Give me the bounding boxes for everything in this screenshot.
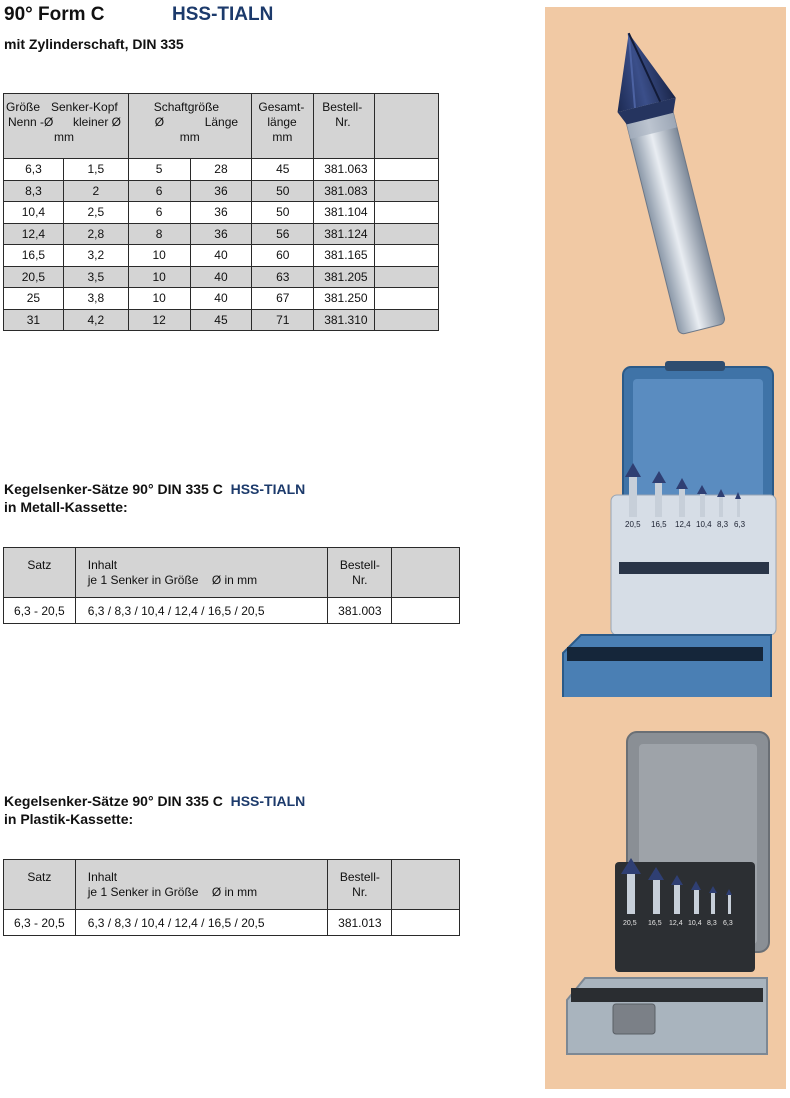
- cell-order: 381.063: [314, 159, 375, 181]
- cell-total: 45: [252, 159, 314, 181]
- metal-case-label-1: 16,5: [651, 520, 667, 529]
- header-total-unit: mm: [272, 130, 293, 144]
- cell-content: 6,3 / 8,3 / 10,4 / 12,4 / 16,5 / 20,5: [75, 598, 328, 624]
- header-total-l2: länge: [267, 115, 297, 129]
- cell-empty: [375, 159, 439, 181]
- cell-size: 20,5: [4, 266, 64, 288]
- header-content-l2: je 1 Senker in Größe Ø in mm: [87, 885, 258, 899]
- header-shaft: [128, 94, 252, 159]
- metal-set-title-line2: in Metall-Kassette:: [4, 499, 128, 515]
- metal-case-label-4: 8,3: [717, 520, 729, 529]
- cell-shaft-len: 28: [190, 159, 252, 181]
- cell-order: 381.250: [314, 288, 375, 310]
- cell-head: 4,2: [63, 309, 128, 331]
- cell-total: 60: [252, 245, 314, 267]
- cell-total: 50: [252, 202, 314, 224]
- cell-total: 56: [252, 223, 314, 245]
- cell-size: 10,4: [4, 202, 64, 224]
- cell-empty: [375, 266, 439, 288]
- metal-case-label-5: 6,3: [734, 520, 746, 529]
- cell-size: 25: [4, 288, 64, 310]
- cell-size: 8,3: [4, 180, 64, 202]
- cell-shaft-len: 40: [190, 288, 252, 310]
- metal-case-image: [545, 357, 786, 697]
- table-row: [4, 266, 439, 288]
- title-text: 90° Form C: [4, 4, 105, 25]
- cell-shaft-d: 12: [128, 309, 190, 331]
- header-order-l1: Bestell-: [339, 870, 380, 884]
- product-table: [3, 93, 439, 331]
- cell-head: 2: [63, 180, 128, 202]
- cell-order: 381.205: [314, 266, 375, 288]
- table-row: [4, 180, 439, 202]
- plastic-case-label-1: 16,5: [648, 920, 662, 927]
- cell-total: 50: [252, 180, 314, 202]
- header-order-l2: Nr.: [352, 573, 368, 587]
- header-total-length: [252, 94, 314, 159]
- cell-shaft-len: 36: [190, 223, 252, 245]
- table-row: [4, 202, 439, 224]
- cell-shaft-d: 8: [128, 223, 190, 245]
- cell-shaft-d: 10: [128, 245, 190, 267]
- cell-empty: [375, 202, 439, 224]
- header-size-unit: mm: [54, 130, 74, 144]
- plastic-set-title-line2: in Plastik-Kassette:: [4, 811, 134, 827]
- plastic-case-image: [545, 722, 786, 1062]
- header-shaft-label: Schaftgröße: [153, 100, 220, 114]
- cell-shaft-len: 36: [190, 180, 252, 202]
- cell-empty: [375, 180, 439, 202]
- cell-total: 71: [252, 309, 314, 331]
- cell-empty: [392, 910, 460, 936]
- header-content: [75, 548, 328, 598]
- header-shaft-d: Ø: [154, 115, 165, 129]
- plastic-case-label-0: 20,5: [623, 920, 637, 927]
- header-empty: [392, 548, 460, 598]
- header-total-l1: Gesamt-: [258, 100, 305, 114]
- product-photo-column: [545, 7, 786, 1089]
- header-empty: [392, 860, 460, 910]
- plastic-case-label-3: 10,4: [688, 920, 702, 927]
- header-order-no: [328, 860, 392, 910]
- cell-total: 63: [252, 266, 314, 288]
- plastic-set-table: [3, 859, 460, 936]
- cell-order: 381.104: [314, 202, 375, 224]
- table-header-row: [4, 548, 460, 598]
- cell-empty: [375, 309, 439, 331]
- cell-shaft-d: 10: [128, 266, 190, 288]
- cell-head: 3,2: [63, 245, 128, 267]
- table-row: [4, 159, 439, 181]
- cell-shaft-len: 45: [190, 309, 252, 331]
- metal-set-material: HSS-TIALN: [230, 481, 306, 497]
- cell-head: 3,5: [63, 266, 128, 288]
- cell-shaft-d: 6: [128, 180, 190, 202]
- metal-set-title-prefix: Kegelsenker-Sätze 90° DIN 335 C: [4, 481, 223, 497]
- metal-case-label-0: 20,5: [625, 520, 641, 529]
- cell-shaft-len: 40: [190, 266, 252, 288]
- cell-head: 2,8: [63, 223, 128, 245]
- table-row: [4, 910, 460, 936]
- header-order-l2: Nr.: [352, 885, 368, 899]
- header-set: Satz: [4, 548, 76, 598]
- material-label: HSS-TIALN: [172, 4, 274, 25]
- cell-order: 381.013: [328, 910, 392, 936]
- table-row: [4, 309, 439, 331]
- header-order-no: [328, 548, 392, 598]
- header-shaft-unit: mm: [179, 130, 200, 144]
- plastic-set-title: [4, 792, 305, 828]
- header-head-label: Senker-Kopf: [51, 100, 118, 114]
- cell-empty: [375, 288, 439, 310]
- table-row: [4, 245, 439, 267]
- cell-total: 67: [252, 288, 314, 310]
- plastic-case-label-2: 12,4: [669, 920, 683, 927]
- plastic-case-label-4: 8,3: [707, 920, 717, 927]
- metal-case-label-2: 12,4: [675, 520, 691, 529]
- header-empty: [375, 94, 439, 159]
- table-header-row: [4, 94, 439, 159]
- cell-shaft-d: 10: [128, 288, 190, 310]
- page-subtitle: mit Zylinderschaft, DIN 335: [4, 36, 184, 52]
- header-content: [75, 860, 328, 910]
- header-order-l1: Bestell-: [322, 100, 363, 114]
- cell-order: 381.165: [314, 245, 375, 267]
- header-shaft-len: Länge: [204, 115, 239, 129]
- cell-content: 6,3 / 8,3 / 10,4 / 12,4 / 16,5 / 20,5: [75, 910, 328, 936]
- cell-head: 2,5: [63, 202, 128, 224]
- cell-shaft-d: 6: [128, 202, 190, 224]
- metal-case-label-3: 10,4: [696, 520, 712, 529]
- cell-shaft-len: 36: [190, 202, 252, 224]
- table-row: [4, 598, 460, 624]
- header-set: Satz: [4, 860, 76, 910]
- cell-size: 6,3: [4, 159, 64, 181]
- header-size-head: [4, 94, 129, 159]
- cell-empty: [375, 223, 439, 245]
- metal-set-table: [3, 547, 460, 624]
- plastic-set-title-prefix: Kegelsenker-Sätze 90° DIN 335 C: [4, 793, 223, 809]
- cell-set: 6,3 - 20,5: [4, 910, 76, 936]
- header-order-l2: Nr.: [335, 115, 351, 129]
- table-row: [4, 223, 439, 245]
- countersink-tool-image: [545, 7, 786, 347]
- cell-order: 381.310: [314, 309, 375, 331]
- cell-order: 381.124: [314, 223, 375, 245]
- cell-set: 6,3 - 20,5: [4, 598, 76, 624]
- header-order-l1: Bestell-: [339, 558, 380, 572]
- cell-size: 31: [4, 309, 64, 331]
- cell-empty: [375, 245, 439, 267]
- cell-empty: [392, 598, 460, 624]
- cell-shaft-len: 40: [190, 245, 252, 267]
- cell-shaft-d: 5: [128, 159, 190, 181]
- cell-size: 12,4: [4, 223, 64, 245]
- page-title: [4, 4, 274, 26]
- header-size-sub: Nenn -Ø: [8, 115, 54, 129]
- header-head-sub: kleiner Ø: [73, 115, 122, 129]
- metal-set-title: [4, 480, 305, 516]
- cell-size: 16,5: [4, 245, 64, 267]
- header-order-no: [314, 94, 375, 159]
- header-content-l1: Inhalt: [87, 558, 118, 572]
- header-content-l1: Inhalt: [87, 870, 118, 884]
- cell-order: 381.083: [314, 180, 375, 202]
- cell-order: 381.003: [328, 598, 392, 624]
- table-row: [4, 288, 439, 310]
- plastic-case-label-5: 6,3: [723, 920, 733, 927]
- header-content-l2: je 1 Senker in Größe Ø in mm: [87, 573, 258, 587]
- header-size-label: Größe: [6, 100, 41, 114]
- plastic-set-material: HSS-TIALN: [230, 793, 306, 809]
- table-header-row: [4, 860, 460, 910]
- cell-head: 3,8: [63, 288, 128, 310]
- cell-head: 1,5: [63, 159, 128, 181]
